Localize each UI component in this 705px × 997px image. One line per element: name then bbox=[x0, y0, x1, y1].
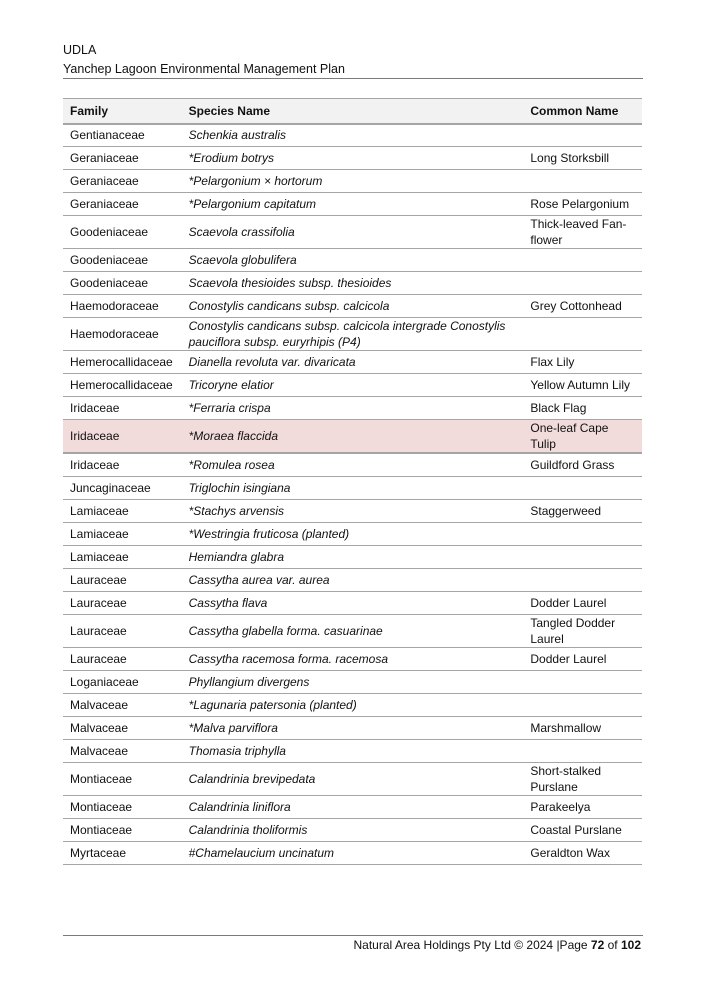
common-name-cell: Tangled Dodder Laurel bbox=[530, 615, 616, 646]
species-cell: *Westringia fruticosa (planted) bbox=[188, 526, 350, 541]
family-cell: Iridaceae bbox=[70, 457, 120, 472]
family-cell: Juncaginaceae bbox=[70, 480, 151, 495]
table-header-row bbox=[63, 99, 642, 124]
common-name-cell bbox=[523, 522, 642, 545]
common-name-cell: Rose Pelargonium bbox=[530, 197, 630, 211]
family-cell: Hemerocallidaceae bbox=[70, 378, 173, 392]
common-name-cell bbox=[523, 318, 642, 351]
species-table bbox=[63, 98, 642, 865]
table-row bbox=[63, 841, 642, 864]
species-cell: Phyllangium divergens bbox=[188, 674, 310, 689]
table-row bbox=[63, 351, 642, 374]
species-cell: *Malva parviflora bbox=[188, 720, 278, 735]
species-cell: Cassytha glabella forma. casuarinae bbox=[188, 623, 383, 638]
table-row bbox=[63, 374, 642, 397]
common-name-cell: Thick-leaved Fan-flower bbox=[530, 217, 627, 247]
species-cell: Tricoryne elatior bbox=[188, 378, 274, 392]
family-cell: Montiaceae bbox=[70, 771, 133, 786]
common-name-cell: Parakeelya bbox=[530, 799, 591, 814]
table-row bbox=[63, 522, 642, 545]
table-row bbox=[63, 614, 642, 647]
family-cell: Montiaceae bbox=[70, 799, 133, 814]
species-cell: Triglochin isingiana bbox=[188, 480, 291, 495]
family-cell: Montiaceae bbox=[70, 822, 133, 837]
species-cell: Conostylis candicans subsp. calcicola bbox=[188, 299, 390, 313]
family-cell: Malvaceae bbox=[70, 743, 129, 758]
family-cell: Lauraceae bbox=[70, 572, 127, 587]
species-cell: Cassytha flava bbox=[188, 595, 268, 610]
table-row bbox=[63, 818, 642, 841]
species-cell: Scaevola crassifolia bbox=[188, 225, 295, 239]
common-name-cell bbox=[523, 545, 642, 568]
table-row bbox=[63, 318, 642, 351]
species-cell: Thomasia triphylla bbox=[188, 743, 286, 758]
table-row bbox=[63, 693, 642, 716]
footer-page-total: 102 bbox=[620, 938, 641, 952]
common-name-cell bbox=[523, 739, 642, 762]
table-row bbox=[63, 420, 642, 454]
page-footer bbox=[353, 938, 641, 952]
table-row bbox=[63, 716, 642, 739]
family-cell: Lauraceae bbox=[70, 623, 127, 638]
table-row bbox=[63, 453, 642, 476]
family-cell: Myrtaceae bbox=[70, 845, 127, 860]
header-org: UDLA bbox=[63, 43, 97, 57]
common-name-cell bbox=[523, 693, 642, 716]
common-name-cell bbox=[523, 476, 642, 499]
table-row bbox=[63, 249, 642, 272]
species-cell: *Erodium botrys bbox=[188, 151, 274, 165]
common-name-cell: Flax Lily bbox=[530, 355, 575, 369]
common-name-cell: Grey Cottonhead bbox=[530, 299, 622, 313]
table-row bbox=[63, 193, 642, 216]
footer-of: of bbox=[604, 938, 621, 952]
table-row bbox=[63, 591, 642, 614]
family-cell: Goodeniaceae bbox=[70, 276, 149, 290]
common-name-cell: Short-stalked Purslane bbox=[530, 763, 602, 794]
table-row bbox=[63, 272, 642, 295]
family-cell: Lauraceae bbox=[70, 595, 127, 610]
table-row bbox=[63, 647, 642, 670]
species-cell: Cassytha aurea var. aurea bbox=[188, 572, 330, 587]
family-cell: Lamiaceae bbox=[70, 526, 129, 541]
species-cell: *Stachys arvensis bbox=[188, 503, 284, 518]
species-cell: Conostylis candicans subsp. calcicola intergrade Conostylis pauciflora subsp. euryrhipis (P4) bbox=[188, 319, 506, 349]
table-row bbox=[63, 216, 642, 249]
family-cell: Malvaceae bbox=[70, 720, 129, 735]
family-cell: Gentianaceae bbox=[70, 128, 145, 143]
species-cell: Cassytha racemosa forma. racemosa bbox=[188, 651, 389, 666]
species-cell: *Lagunaria patersonia (planted) bbox=[188, 697, 357, 712]
family-cell: Lamiaceae bbox=[70, 549, 129, 564]
common-name-cell: One-leaf Cape Tulip bbox=[530, 421, 609, 451]
family-cell: Lamiaceae bbox=[70, 503, 129, 518]
common-name-cell: Geraldton Wax bbox=[530, 845, 610, 860]
common-name-cell: Dodder Laurel bbox=[530, 595, 607, 610]
family-cell: Goodeniaceae bbox=[70, 253, 149, 267]
table-row bbox=[63, 670, 642, 693]
table-row bbox=[63, 795, 642, 818]
species-cell: *Romulea rosea bbox=[188, 457, 275, 472]
table-row bbox=[63, 762, 642, 795]
table-row bbox=[63, 397, 642, 420]
table-row bbox=[63, 295, 642, 318]
family-cell: Geraniaceae bbox=[70, 197, 139, 211]
common-name-cell: Long Storksbill bbox=[530, 151, 610, 165]
species-cell: *Moraea flaccida bbox=[188, 429, 278, 443]
family-cell: Geraniaceae bbox=[70, 174, 139, 188]
common-name-cell: Black Flag bbox=[530, 401, 587, 415]
family-cell: Loganiaceae bbox=[70, 674, 139, 689]
family-cell: Iridaceae bbox=[70, 429, 120, 443]
footer-company: Natural Area Holdings Pty Ltd © 2024 |Page bbox=[353, 938, 591, 952]
species-cell: Calandrinia liniflora bbox=[188, 799, 291, 814]
common-name-cell bbox=[523, 272, 642, 295]
table-row bbox=[63, 170, 642, 193]
column-header-common: Common Name bbox=[530, 103, 619, 118]
common-name-cell: Yellow Autumn Lily bbox=[530, 378, 630, 392]
footer-divider bbox=[63, 935, 643, 936]
family-cell: Geraniaceae bbox=[70, 151, 139, 165]
common-name-cell: Marshmallow bbox=[530, 720, 602, 735]
family-cell: Malvaceae bbox=[70, 697, 129, 712]
species-cell: Calandrinia tholiformis bbox=[188, 822, 308, 837]
table-row bbox=[63, 476, 642, 499]
common-name-cell: Guildford Grass bbox=[530, 457, 615, 472]
species-cell: Scaevola globulifera bbox=[188, 253, 297, 267]
common-name-cell bbox=[523, 170, 642, 193]
common-name-cell: Coastal Purslane bbox=[530, 822, 622, 837]
family-cell: Goodeniaceae bbox=[70, 225, 149, 239]
page-header bbox=[63, 41, 345, 79]
species-cell: *Pelargonium × hortorum bbox=[188, 174, 323, 188]
table-row bbox=[63, 545, 642, 568]
species-cell: Calandrinia brevipedata bbox=[188, 771, 316, 786]
species-cell: *Pelargonium capitatum bbox=[188, 197, 317, 211]
species-cell: Scaevola thesioides subsp. thesioides bbox=[188, 276, 392, 290]
table-row bbox=[63, 124, 642, 147]
footer-page-current: 72 bbox=[590, 938, 605, 952]
table-row bbox=[63, 499, 642, 522]
species-cell: Dianella revoluta var. divaricata bbox=[188, 355, 356, 369]
header-document-title: Yanchep Lagoon Environmental Management Plan bbox=[63, 62, 345, 76]
column-header-species: Species Name bbox=[188, 103, 270, 118]
family-cell: Haemodoraceae bbox=[70, 327, 159, 341]
header-divider bbox=[63, 78, 643, 79]
common-name-cell bbox=[523, 249, 642, 272]
family-cell: Iridaceae bbox=[70, 401, 120, 415]
species-cell: *Ferraria crispa bbox=[188, 401, 271, 415]
table-row bbox=[63, 739, 642, 762]
common-name-cell bbox=[523, 670, 642, 693]
family-cell: Hemerocallidaceae bbox=[70, 355, 173, 369]
table-row bbox=[63, 568, 642, 591]
family-cell: Haemodoraceae bbox=[70, 299, 159, 313]
species-cell: Hemiandra glabra bbox=[188, 549, 284, 564]
common-name-cell bbox=[523, 568, 642, 591]
common-name-cell bbox=[523, 124, 642, 147]
common-name-cell: Dodder Laurel bbox=[530, 651, 607, 666]
table-row bbox=[63, 147, 642, 170]
species-cell: #Chamelaucium uncinatum bbox=[188, 845, 335, 860]
family-cell: Lauraceae bbox=[70, 651, 127, 666]
common-name-cell: Staggerweed bbox=[530, 503, 602, 518]
column-header-family: Family bbox=[70, 103, 109, 118]
species-cell: Schenkia australis bbox=[188, 128, 286, 143]
